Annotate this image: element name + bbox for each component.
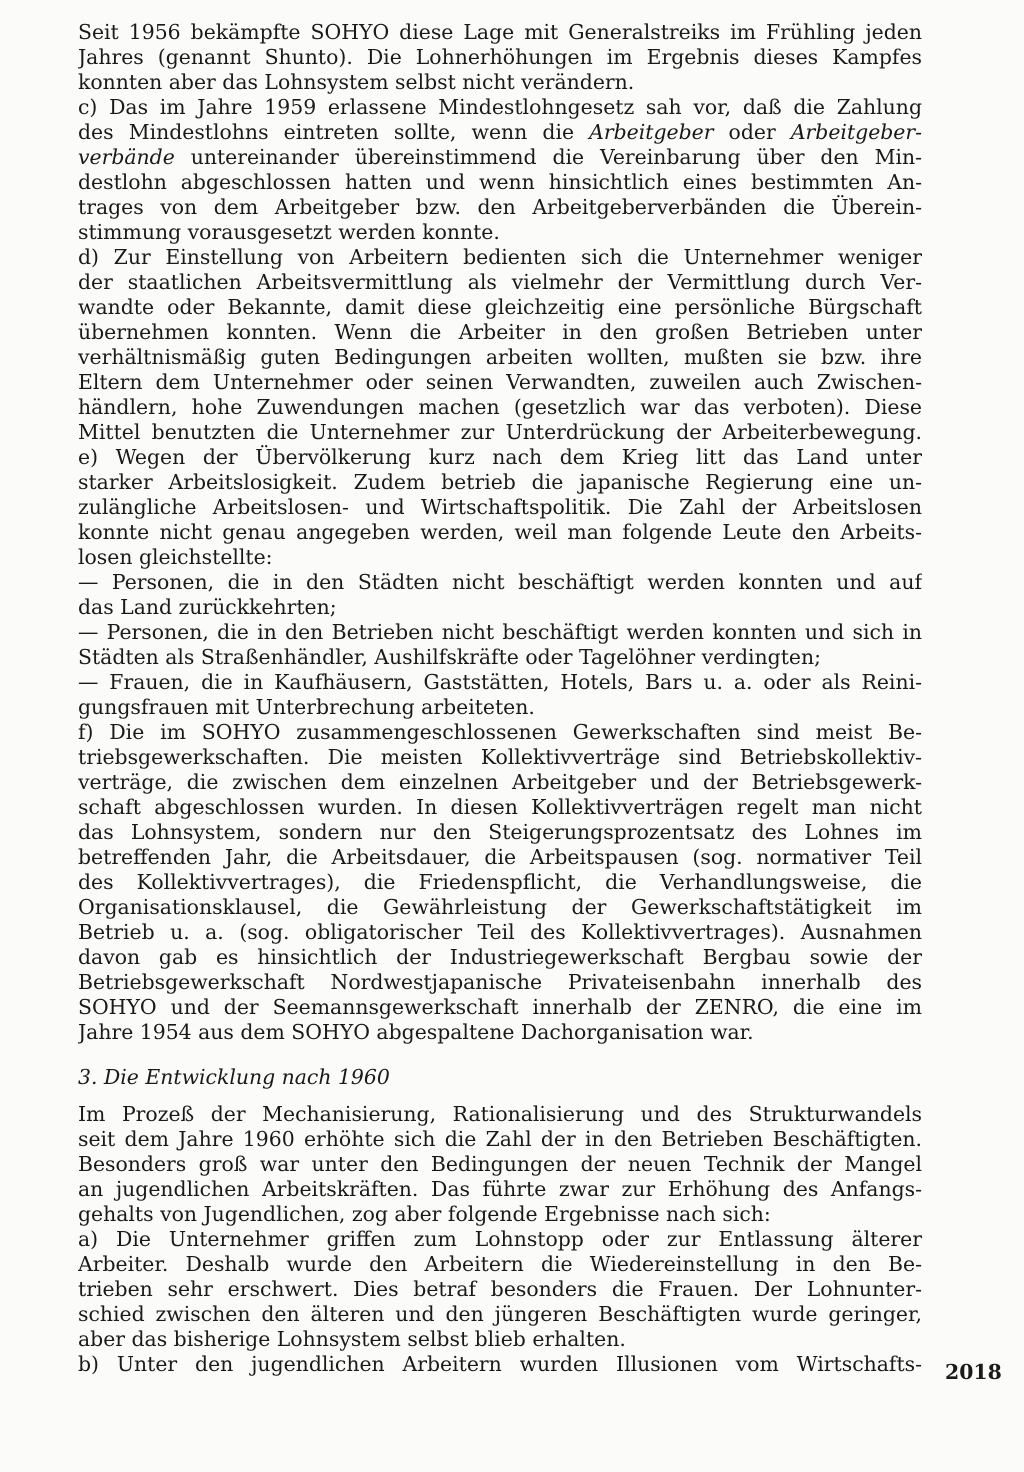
text-run: Besonders groß war unter den Bedingungen der neuen Technik der Mangel: [78, 1152, 922, 1176]
text-run: d) Zur Einstellung von Arbeitern bedienten sich die Unternehmer weniger: [78, 245, 922, 269]
text-line: [78, 995, 922, 1020]
text-run: Betrieb u. a. (sog. obligatorischer Teil des Kollektivvertrages). Ausnahmen: [78, 920, 922, 944]
text-line: [78, 570, 922, 595]
text-line: [78, 895, 922, 920]
text-line: [78, 470, 922, 495]
text-line: [78, 1152, 922, 1177]
text-run: e) Wegen der Übervölkerung kurz nach dem Krieg litt das Land unter: [78, 445, 922, 469]
text-line: [78, 370, 922, 395]
text-line: [78, 145, 922, 170]
text-run: Organisationsklausel, die Gewährleistung der Gewerkschaftstätigkeit im: [78, 895, 922, 919]
text-line: [78, 820, 922, 845]
text-run: aber das bisherige Lohnsystem selbst blieb erhalten.: [78, 1327, 626, 1351]
text-line: [78, 595, 922, 620]
text-line: [78, 170, 922, 195]
text-run: gehalts von Jugendlichen, zog aber folgende Ergebnisse nach sich:: [78, 1202, 771, 1226]
text-line: [78, 420, 922, 445]
text-line: [78, 395, 922, 420]
text-run: der staatlichen Arbeitsvermittlung als vielmehr der Vermittlung durch Ver-: [78, 270, 922, 294]
text-line: [78, 845, 922, 870]
text-line: [78, 270, 922, 295]
text-line: [78, 1277, 922, 1302]
text-line: [78, 45, 922, 70]
text-run: Im Prozeß der Mechanisierung, Rationalisierung und des Strukturwandels: [78, 1102, 922, 1126]
italic-text: Arbeitgeber: [589, 120, 714, 144]
text-line: [78, 70, 922, 95]
text-run: Arbeiter. Deshalb wurde den Arbeitern die Wiedereinstellung in den Be-: [78, 1252, 922, 1276]
text-run: f) Die im SOHYO zusammengeschlossenen Gewerkschaften sind meist Be-: [78, 720, 922, 744]
section-heading: 3. Die Entwicklung nach 1960: [78, 1065, 390, 1089]
text-run: des Kollektivvertrages), die Friedenspflicht, die Verhandlungsweise, die: [78, 870, 922, 894]
text-line: [78, 720, 922, 745]
text-block-bottom: [78, 1102, 922, 1377]
text-run: zulängliche Arbeitslosen- und Wirtschaftspolitik. Die Zahl der Arbeitslosen: [78, 495, 922, 519]
text-line: [78, 20, 922, 45]
text-run: konnten aber das Lohnsystem selbst nicht verändern.: [78, 70, 635, 94]
text-run: schied zwischen den älteren und den jüngeren Beschäftigten wurde geringer,: [78, 1302, 922, 1326]
text-run: Jahres (genannt Shunto). Die Lohnerhöhungen im Ergebnis dieses Kampfes: [78, 45, 922, 69]
text-run: betreffenden Jahr, die Arbeitsdauer, die Arbeitspausen (sog. normativer Teil: [78, 845, 922, 869]
text-run: untereinander übereinstimmend die Vereinbarung über den Min-: [174, 145, 922, 169]
text-line: [78, 1227, 922, 1252]
text-run: — Frauen, die in Kaufhäusern, Gaststätten, Hotels, Bars u. a. oder als Reini-: [78, 670, 922, 694]
text-run: verträge, die zwischen dem einzelnen Arbeitgeber und der Betriebsgewerk-: [78, 770, 922, 794]
text-run: übernehmen konnten. Wenn die Arbeiter in den großen Betrieben unter: [78, 320, 922, 344]
text-run: des Mindestlohns eintreten sollte, wenn die: [78, 120, 590, 144]
text-line: [78, 495, 922, 520]
text-line: [78, 645, 922, 670]
text-line: [78, 545, 922, 570]
text-line: [78, 670, 922, 695]
text-run: das Lohnsystem, sondern nur den Steigerungsprozentsatz des Lohnes im: [78, 820, 922, 844]
text-line: [78, 620, 922, 645]
text-run: seit dem Jahre 1960 erhöhte sich die Zahl der in den Betrieben Beschäftigten.: [78, 1127, 922, 1151]
text-run: destlohn abgeschlossen hatten und wenn hinsichtlich eines bestimmten An-: [78, 170, 922, 194]
text-run: stimmung vorausgesetzt werden konnte.: [78, 220, 500, 244]
text-run: triebsgewerkschaften. Die meisten Kollektivverträge sind Betriebskollektiv-: [78, 745, 922, 769]
text-run: davon gab es hinsichtlich der Industriegewerkschaft Bergbau sowie der: [78, 945, 922, 969]
text-run: schaft abgeschlossen wurden. In diesen Kollektivverträgen regelt man nicht: [78, 795, 922, 819]
text-line: [78, 520, 922, 545]
text-line: [78, 945, 922, 970]
text-run: Mittel benutzten die Unternehmer zur Unterdrückung der Arbeiterbewegung.: [78, 420, 922, 444]
text-line: [78, 195, 922, 220]
italic-text: Arbeitgeber-: [790, 120, 922, 144]
text-line: [78, 870, 922, 895]
text-line: [78, 220, 922, 245]
text-run: Seit 1956 bekämpfte SOHYO diese Lage mit Generalstreiks im Frühling jeden: [78, 20, 922, 44]
text-line: [78, 1252, 922, 1277]
text-run: c) Das im Jahre 1959 erlassene Mindestlohngesetz sah vor, daß die Zahlung: [78, 95, 922, 119]
text-run: das Land zurückkehrten;: [78, 595, 337, 619]
text-run: starker Arbeitslosigkeit. Zudem betrieb die japanische Regierung eine un-: [78, 470, 922, 494]
text-run: gungsfrauen mit Unterbrechung arbeiteten.: [78, 695, 535, 719]
text-run: wandte oder Bekannte, damit diese gleichzeitig eine persönliche Bürgschaft: [78, 295, 922, 319]
text-run: — Personen, die in den Städten nicht beschäftigt werden konnten und auf: [78, 570, 922, 594]
text-run: trieben sehr erschwert. Dies betraf besonders die Frauen. Der Lohnunter-: [78, 1277, 922, 1301]
text-line: [78, 1177, 922, 1202]
text-run: an jugendlichen Arbeitskräften. Das führte zwar zur Erhöhung des Anfangs-: [78, 1177, 922, 1201]
text-line: [78, 345, 922, 370]
text-line: [78, 920, 922, 945]
text-line: [78, 1302, 922, 1327]
text-line: [78, 295, 922, 320]
text-line: [78, 1102, 922, 1127]
text-run: Eltern dem Unternehmer oder seinen Verwandten, zuweilen auch Zwischen-: [78, 370, 922, 394]
text-run: Betriebsgewerkschaft Nordwestjapanische Privateisenbahn innerhalb des: [78, 970, 922, 994]
text-run: Jahre 1954 aus dem SOHYO abgespaltene Dachorganisation war.: [78, 1020, 754, 1044]
text-line: [78, 320, 922, 345]
text-run: verhältnismäßig guten Bedingungen arbeiten wollten, mußten sie bzw. ihre: [78, 345, 922, 369]
text-line: [78, 245, 922, 270]
text-run: händlern, hohe Zuwendungen machen (gesetzlich war das verboten). Diese: [78, 395, 922, 419]
text-run: oder: [713, 120, 791, 144]
text-line: [78, 770, 922, 795]
text-line: [78, 95, 922, 120]
text-line: [78, 695, 922, 720]
text-run: konnte nicht genau angegeben werden, weil man folgende Leute den Arbeits-: [78, 520, 922, 544]
text-run: Städten als Straßenhändler, Aushilfskräfte oder Tagelöhner verdingten;: [78, 645, 821, 669]
text-run: SOHYO und der Seemannsgewerkschaft innerhalb der ZENRO, die eine im: [78, 995, 922, 1019]
text-line: [78, 445, 922, 470]
text-line: [78, 1327, 922, 1352]
text-line: [78, 1020, 922, 1045]
text-run: — Personen, die in den Betrieben nicht beschäftigt werden konnten und sich in: [78, 620, 922, 644]
text-run: a) Die Unternehmer griffen zum Lohnstopp oder zur Entlassung älterer: [78, 1227, 922, 1251]
page-number: 2018: [945, 1360, 1002, 1384]
text-line: [78, 970, 922, 995]
text-line: [78, 1352, 922, 1377]
document-page: [78, 20, 922, 1377]
italic-text: verbände: [78, 145, 175, 169]
text-block-top: [78, 20, 922, 1045]
text-run: b) Unter den jugendlichen Arbeitern wurden Illusionen vom Wirtschafts-: [78, 1352, 922, 1376]
text-line: [78, 745, 922, 770]
text-line: [78, 1202, 922, 1227]
text-line: [78, 795, 922, 820]
text-run: trages von dem Arbeitgeber bzw. den Arbeitgeberverbänden die Überein-: [78, 195, 922, 219]
text-run: losen gleichstellte:: [78, 545, 273, 569]
text-line: [78, 1127, 922, 1152]
text-line: [78, 120, 922, 145]
